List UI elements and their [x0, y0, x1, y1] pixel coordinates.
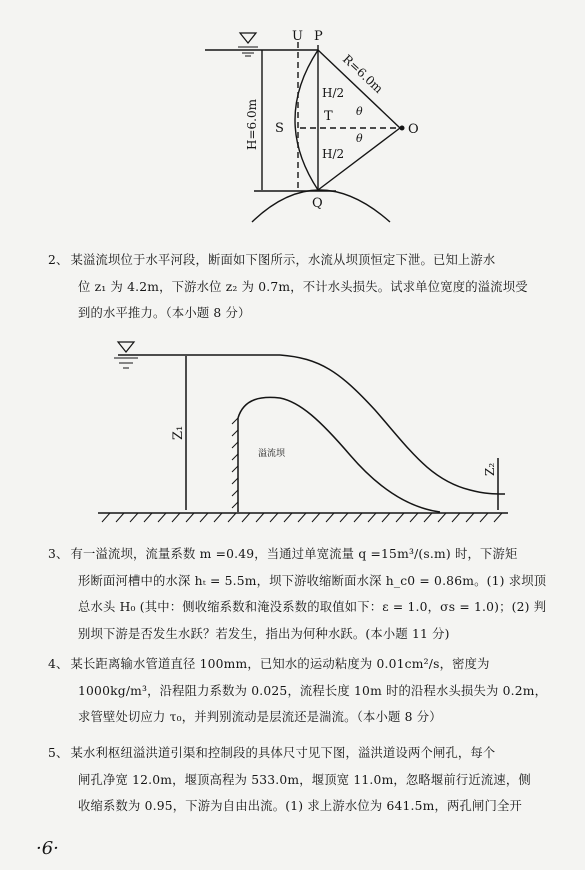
problem-5-number: 5、	[48, 746, 69, 760]
label-height: H=6.0m	[245, 99, 259, 150]
label-P: P	[314, 29, 323, 44]
problem-4-line-3: 求管壁处切应力 τ₀，并判别流动是层流还是湍流。（本小题 8 分）	[78, 710, 442, 724]
problem-3-line-2: 形断面河槽中的水深 hₜ = 5.5m，坝下游收缩断面水深 h_c0 = 0.86m。(1) 求坝顶	[78, 573, 547, 588]
problem-5	[48, 740, 568, 820]
label-Q: Q	[312, 196, 323, 211]
problem-5-line-1: 某水利枢纽溢洪道引渠和控制段的具体尺寸见下图，溢洪道设两个闸孔，每个	[70, 746, 496, 760]
problem-3-line-3: 总水头 H₀ (其中：侧收缩系数和淹没系数的取值如下：ε = 1.0，σs = 1.0)；(2) 判	[78, 600, 547, 614]
label-z1: Z₁	[171, 425, 186, 440]
problem-2-line-1: 某溢流坝位于水平河段，断面如下图所示，水流从坝顶恒定下泄。已知上游水	[70, 253, 496, 267]
label-O: O	[408, 122, 419, 137]
problem-2-line-3: 到的水平推力。（本小题 8 分）	[78, 306, 251, 320]
label-theta-top: θ	[356, 105, 363, 118]
problem-2-number: 2、	[48, 253, 69, 267]
page-number: ·6·	[36, 838, 59, 859]
problem-4-line-2: 1000kg/m³，沿程阻力系数为 0.025，流程长度 10m 时的沿程水头损失为 0.2m，	[78, 683, 548, 698]
problem-2-line-2: 位 z₁ 为 4.2m，下游水位 z₂ 为 0.7m，不计水头损失。试求单位宽度的溢流坝受	[78, 279, 528, 294]
label-U: U	[292, 29, 303, 44]
label-theta-bottom: θ	[356, 132, 363, 145]
problem-3	[48, 541, 568, 647]
label-z2: Z₂	[483, 462, 497, 476]
label-S: S	[275, 121, 284, 136]
label-half-height-top: H/2	[322, 86, 345, 100]
problem-4-line-1: 某长距离输水管道直径 100mm，已知水的运动粘度为 0.01cm²/s，密度为	[70, 657, 490, 671]
label-dam: 溢流坝	[258, 449, 286, 459]
problem-3-line-1: 有一溢流坝，流量系数 m =0.49，当通过单宽流量 q =15m³/(s.m) 时，下游矩	[70, 547, 518, 561]
problem-3-number: 3、	[48, 547, 69, 561]
label-radius: R=6.0m	[339, 51, 386, 96]
problem-4-number: 4、	[48, 657, 69, 671]
problem-5-line-3: 收缩系数为 0.95，下游为自由出流。(1) 求上游水位为 641.5m，两孔闸门全开	[78, 799, 523, 813]
problem-3-line-4: 别坝下游是否发生水跃？若发生，指出为何种水跃。(本小题 11 分)	[78, 626, 450, 641]
problem-5-line-2: 闸孔净宽 12.0m，堰顶高程为 533.0m，堰顶宽 11.0m，忽略堰前行近流速，侧	[78, 772, 531, 787]
problem-4	[48, 651, 568, 731]
label-T: T	[324, 109, 333, 124]
label-half-height-bottom: H/2	[322, 147, 345, 161]
